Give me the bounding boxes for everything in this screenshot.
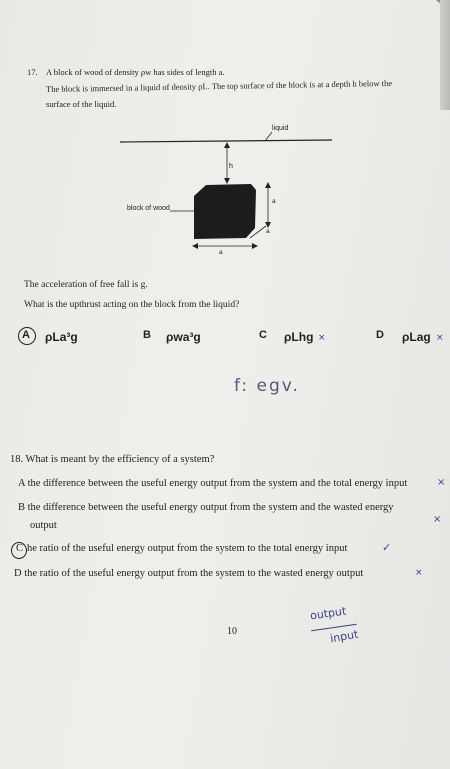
option-d-letter: D: [376, 329, 384, 341]
hand-output: output: [309, 604, 348, 623]
q18-question: 18. What is meant by the efficiency of a system?: [10, 454, 215, 465]
q17-line2: The block is immersed in a liquid of density ρL. The top surface of the block is at a depth h below the: [45, 77, 393, 94]
option-b-text: ρwa³g: [166, 330, 201, 344]
option-b-letter: B: [143, 329, 151, 341]
page-number: 10: [227, 626, 237, 637]
q18-option-c: he ratio of the useful energy output from the system to the total energy input: [27, 543, 348, 554]
q17-line1: A block of wood of density ρw has sides of length a.: [46, 67, 225, 77]
cross-mark-18d: ×: [415, 568, 423, 578]
q18-option-c-letter: C: [16, 543, 24, 554]
cross-mark-d: ×: [436, 333, 444, 343]
a-diag-label: a: [266, 228, 270, 235]
h-arrow-top: [224, 142, 230, 148]
q18-option-d: D the ratio of the useful energy output from the system to the wasted energy output: [14, 568, 364, 579]
option-a-letter: A: [22, 329, 30, 341]
liquid-label: liquid: [272, 125, 289, 132]
option-c-text: ρLhg: [284, 330, 314, 344]
option-d-text: ρLag: [402, 330, 431, 344]
h-arrow-bottom: [224, 178, 230, 184]
wood-block: [194, 184, 256, 239]
a-bottom-label: a: [219, 249, 223, 256]
q17-line3: surface of the liquid.: [46, 99, 117, 109]
gravity-text: The acceleration of free fall is g.: [24, 280, 148, 290]
q17-question: What is the upthrust acting on the block from the liquid?: [24, 300, 240, 310]
block-label: block of wood: [127, 205, 170, 212]
cross-mark-18b: ×: [433, 514, 442, 525]
block-diagram: [110, 118, 340, 268]
handwritten-formula: f: egv.: [234, 376, 300, 396]
option-a-text: ρLa³g: [45, 330, 78, 344]
liquid-leader-line: [265, 132, 272, 141]
check-mark-18c: ✓: [382, 541, 392, 554]
cross-mark-c: ×: [318, 333, 326, 343]
cross-mark-18a: ×: [437, 477, 446, 488]
h-label: h: [229, 163, 233, 170]
hand-input: input: [329, 627, 360, 646]
q18-option-a: A the difference between the useful energy output from the system and the total energy input: [18, 478, 408, 489]
q18-option-b-line2: output: [30, 520, 57, 531]
page-edge: [440, 0, 450, 110]
a-right-label: a: [272, 198, 276, 205]
q17-number: 17.: [27, 67, 38, 77]
option-c-letter: C: [259, 329, 267, 341]
q18-option-b-line1: B the difference between the useful energy output from the system and the wasted energy: [18, 502, 394, 513]
liquid-surface-line: [120, 140, 332, 142]
